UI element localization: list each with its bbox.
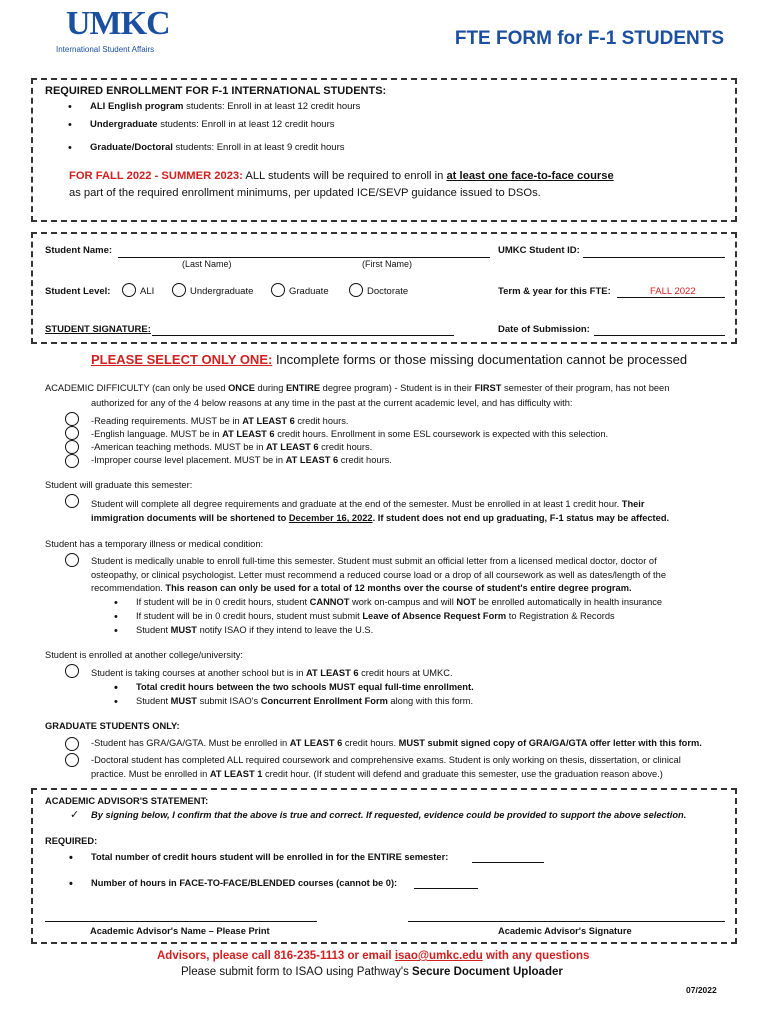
student-name-field[interactable] [118, 257, 490, 258]
level-graduate-radio[interactable] [271, 283, 285, 297]
umkc-logo [56, 5, 170, 54]
academic-difficulty-line2: authorized for any of the 4 below reasons at any time in the past at the current academic level, and has difficulty with: [91, 398, 573, 408]
form-title: FTE FORM for F-1 STUDENTS [454, 28, 724, 49]
academic-difficulty-heading: ACADEMIC DIFFICULTY (can only be used ONCE during ENTIRE degree program) - Student is in their FIRST semester of their program, has not been [45, 383, 670, 393]
graduate-semester-heading: Student will graduate this semester: [45, 480, 193, 490]
reason-english: -English language. MUST be in AT LEAST 6 credit hours. Enrollment in some ESL coursework is expected with this selection. [91, 429, 609, 439]
requirement-item: • Undergraduate students: Enroll in at least 12 credit hours [90, 119, 334, 130]
level-doctorate-radio[interactable] [349, 283, 363, 297]
student-signature-field[interactable] [152, 335, 454, 336]
reason-placement: -Improper course level placement. MUST be in AT LEAST 6 credit hours. [91, 455, 392, 465]
level-doctorate-label: Doctorate [367, 286, 409, 297]
box-edge [735, 232, 737, 344]
student-level-label: Student Level: [45, 286, 111, 297]
illness-bullet: • If student will be in 0 credit hours, student must submit Leave of Absence Request Form to Registration & Records [136, 611, 615, 621]
logo-subtitle: International Student Affairs [56, 45, 155, 54]
form-date: 07/2022 [686, 985, 717, 995]
date-of-submission-label: Date of Submission: [498, 324, 590, 335]
contact-line: Advisors, please call 816-235-1113 or email isao@umkc.edu with any questions [157, 950, 590, 962]
illness-heading: Student has a temporary illness or medical condition: [45, 539, 264, 549]
graduate-semester-line1: Student will complete all degree requirements and graduate at the end of the semester. Must be enrolled in at least 1 credit hour. Their [91, 499, 645, 509]
illness-line3: recommendation. This reason can only be used for a total of 12 months over the course of student's entire degree program. [91, 583, 632, 593]
doctoral-line2: practice. Must be enrolled in AT LEAST 1 credit hour. (If student will defend and graduate this semester, use the graduation reason above.) [91, 769, 663, 779]
graduate-only-heading: GRADUATE STUDENTS ONLY: [45, 721, 180, 731]
select-one-heading: PLEASE SELECT ONLY ONE: Incomplete forms or those missing documentation cannot be processed [91, 352, 688, 367]
graduate-semester-line2: immigration documents will be shortened to December 16, 2022. If student does not end up graduating, F-1 status may be affected. [91, 513, 670, 523]
logo-text: UMKC [66, 5, 170, 42]
date-of-submission-field[interactable] [594, 335, 725, 336]
advisor-signature-label: Academic Advisor's Signature [498, 926, 632, 936]
student-signature-label: STUDENT SIGNATURE: [45, 324, 151, 335]
face-to-face-question: • Number of hours in FACE-TO-FACE/BLENDED courses (cannot be 0): [91, 878, 397, 888]
level-graduate-label: Graduate [289, 286, 329, 297]
student-id-field[interactable] [583, 257, 725, 258]
box-edge [31, 232, 33, 344]
illness-line2: osteopathy, or clinical psychologist. Letter must recommend a reduced course load or a drop of all coursework as well as dates/length of the [91, 570, 666, 580]
other-college-bullet: • Student MUST submit ISAO's Concurrent Enrollment Form along with this form. [136, 696, 473, 706]
submit-line: Please submit form to ISAO using Pathway's Secure Document Uploader [181, 966, 563, 978]
illness-bullet: • Student MUST notify ISAO if they intend to leave the U.S. [136, 625, 373, 635]
gra-ga-gta-radio[interactable] [65, 737, 79, 751]
requirement-item: • Graduate/Doctoral students: Enroll in at least 9 credit hours [90, 142, 345, 153]
reason-teaching: -American teaching methods. MUST be in AT LEAST 6 credit hours. [91, 442, 373, 452]
requirements-heading: REQUIRED ENROLLMENT FOR F-1 INTERNATIONAL STUDENTS: [45, 85, 387, 97]
face-to-face-field[interactable] [414, 888, 478, 889]
level-undergraduate-radio[interactable] [172, 283, 186, 297]
illness-line1: Student is medically unable to enroll full-time this semester. Student must submit an official letter from a licensed medical doctor, doctor of [91, 556, 657, 566]
advisor-name-label: Academic Advisor's Name – Please Print [90, 926, 270, 936]
gra-ga-gta-text: -Student has GRA/GA/GTA. Must be enrolled in AT LEAST 6 credit hours. MUST submit signed copy of GRA/GA/GTA offer letter with this form. [91, 738, 702, 748]
course-placement-radio[interactable] [65, 454, 79, 468]
first-name-caption: (First Name) [362, 259, 412, 269]
email-link[interactable]: isao@umkc.edu [394, 950, 483, 962]
level-undergraduate-label: Undergraduate [190, 286, 254, 297]
fall-notice: FOR FALL 2022 - SUMMER 2023: ALL students will be required to enroll in at least one face-to-face course [69, 170, 614, 182]
doctoral-line1: -Doctoral student has completed ALL required coursework and comprehensive exams. Student is only working on thesis, dissertation, or clinical [91, 755, 681, 765]
fall-notice-line2: as part of the required enrollment minimums, per updated ICE/SEVP guidance issued to DSOs. [69, 187, 541, 199]
other-college-line1: Student is taking courses at another school but is in AT LEAST 6 credit hours at UMKC. [91, 668, 453, 678]
advisor-statement-text: By signing below, I confirm that the above is true and correct. If requested, evidence could be provided to support the above selection. [91, 810, 687, 820]
checkmark-icon: ✓ [70, 809, 80, 821]
total-hours-field[interactable] [472, 862, 544, 863]
term-label: Term & year for this FTE: [498, 286, 611, 297]
english-language-radio[interactable] [65, 426, 79, 440]
doctoral-radio[interactable] [65, 753, 79, 767]
last-name-caption: (Last Name) [182, 259, 232, 269]
advisor-name-field[interactable] [45, 921, 317, 922]
advisor-statement-heading: ACADEMIC ADVISOR'S STATEMENT: [45, 796, 209, 806]
advisor-signature-field[interactable] [408, 921, 725, 922]
level-ali-label: ALI [140, 286, 155, 297]
graduate-semester-radio[interactable] [65, 494, 79, 508]
term-field[interactable] [617, 297, 725, 298]
total-hours-question: • Total number of credit hours student will be enrolled in for the ENTIRE semester: [91, 852, 448, 862]
illness-radio[interactable] [65, 553, 79, 567]
requirement-item: • ALI English program students: Enroll in at least 12 credit hours [90, 101, 360, 112]
illness-bullet: • If student will be in 0 credit hours, student CANNOT work on-campus and will NOT be enrolled automatically in health insurance [136, 597, 662, 607]
reason-reading: -Reading requirements. MUST be in AT LEAST 6 credit hours. [91, 416, 349, 426]
other-college-bullet: • Total credit hours between the two schools MUST equal full-time enrollment. [136, 682, 474, 692]
other-college-heading: Student is enrolled at another college/university: [45, 650, 243, 660]
other-college-radio[interactable] [65, 664, 79, 678]
level-ali-radio[interactable] [122, 283, 136, 297]
required-label: REQUIRED: [45, 836, 98, 846]
reading-requirements-radio[interactable] [65, 412, 79, 426]
teaching-methods-radio[interactable] [65, 440, 79, 454]
term-value: FALL 2022 [650, 286, 696, 297]
student-id-label: UMKC Student ID: [498, 245, 580, 256]
student-name-label: Student Name: [45, 245, 113, 256]
